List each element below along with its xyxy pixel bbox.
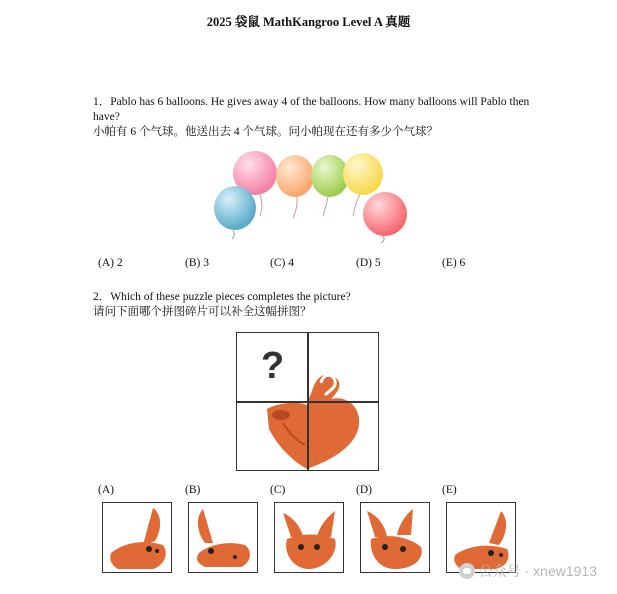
question-2	[93, 290, 538, 320]
q1-option-c[interactable]: (C) 4	[270, 257, 294, 269]
question-mark: ?	[261, 345, 285, 387]
question-1-text-en: Pablo has 6 balloons. He gives away 4 of the balloons. How many balloons will Pablo then have?	[93, 96, 530, 123]
balloon-blue	[214, 186, 256, 230]
balloon-yellow	[343, 153, 383, 195]
watermark-text: 公众号 · xnew1913	[478, 563, 597, 579]
q1-option-b[interactable]: (B) 3	[185, 257, 209, 269]
page-title: 2025 袋鼠 MathKangroo Level A 真题	[206, 15, 411, 29]
q1-option-a[interactable]: (A) 2	[98, 257, 123, 269]
q1-option-d[interactable]: (D) 5	[356, 257, 381, 269]
question-1-text-zh: 小帕有 6 个气球。他送出去 4 个气球。问小帕现在还有多少个气球？	[93, 126, 438, 138]
puzzle-grid	[236, 332, 379, 471]
q2-piece-c[interactable]	[274, 502, 344, 573]
balloon-red	[363, 192, 407, 236]
q2-label-e: (E)	[442, 484, 457, 496]
balloon-orange	[276, 155, 314, 197]
question-1-number: 1．	[93, 96, 111, 108]
q2-label-a: (A)	[98, 484, 114, 496]
q2-label-b: (B)	[185, 484, 201, 496]
q2-piece-b[interactable]	[188, 502, 258, 573]
wechat-icon	[459, 563, 475, 579]
balloons-illustration	[205, 148, 415, 243]
q2-label-d: (D)	[356, 484, 372, 496]
question-2-text-en: Which of these puzzle pieces completes the picture?	[110, 291, 351, 303]
watermark	[459, 561, 597, 581]
q2-piece-a[interactable]	[102, 502, 172, 573]
q1-option-e[interactable]: (E) 6	[442, 257, 466, 269]
question-2-number: 2．	[93, 291, 111, 303]
q2-piece-d[interactable]	[360, 502, 430, 573]
grid-horizontal-line	[237, 401, 378, 403]
question-1	[93, 95, 538, 140]
question-2-text-zh: 请问下面哪个拼图碎片可以补全这幅拼图？	[93, 306, 312, 318]
q2-label-c: (C)	[270, 484, 286, 496]
